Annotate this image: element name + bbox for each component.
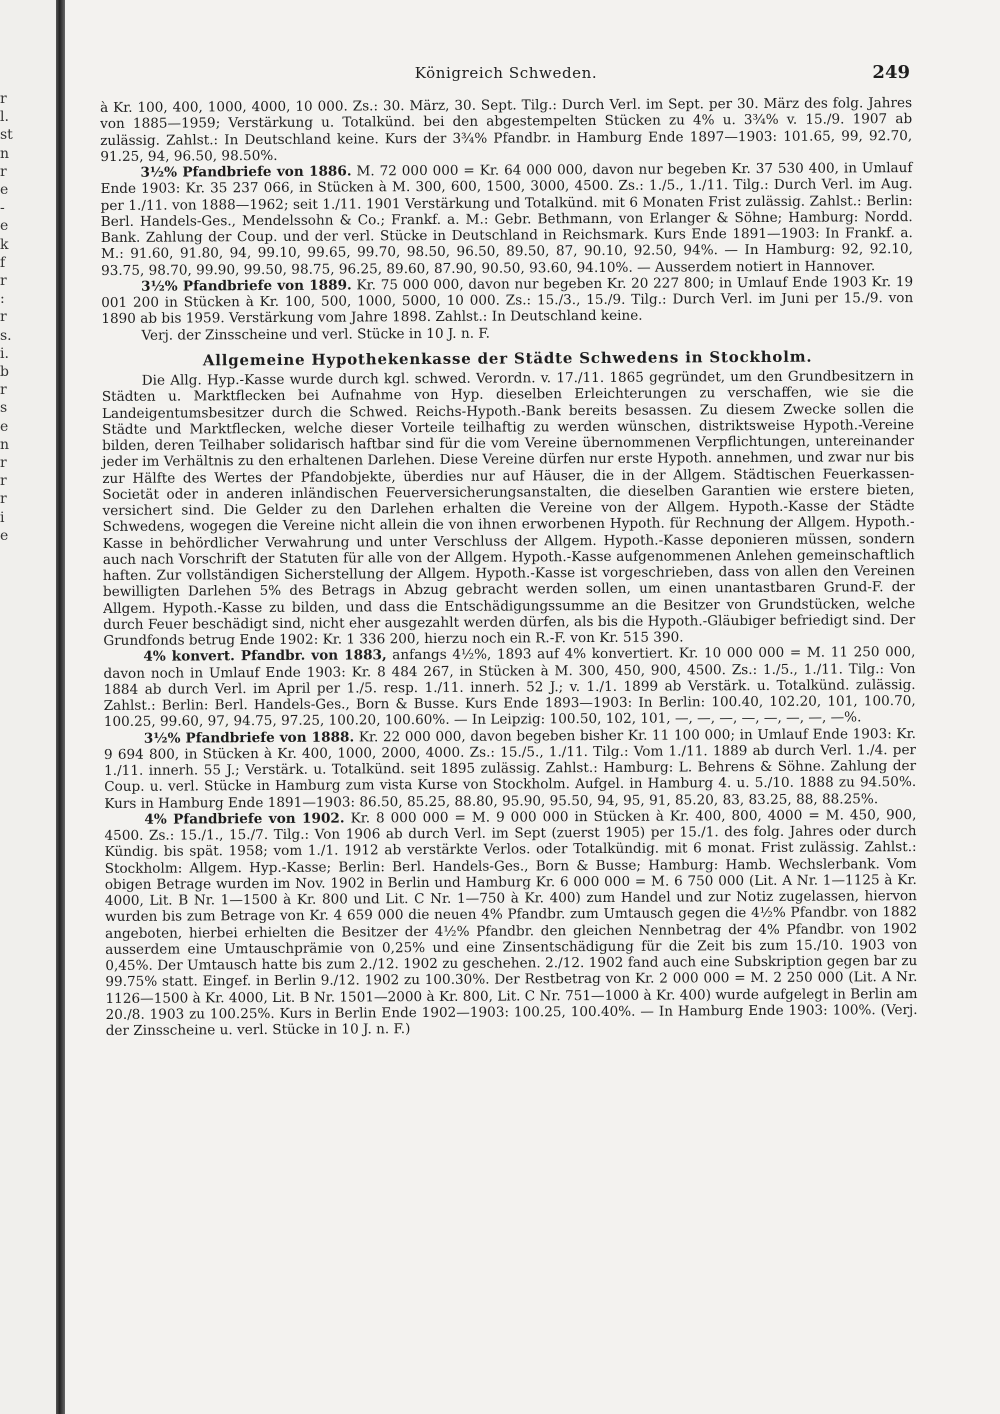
previous-page-fragment: f xyxy=(0,254,6,271)
section-description: Die Allg. Hyp.-Kasse wurde durch kgl. schwed. Verordn. v. 17./11. 1865 gegründet, um den Grundbesitzern in Städten u. Marktflecken bei Aufnahme von Hyp. dieselben Erleichterungen zu verschaffen, wie sie die Landeigentumsbesitzer durch die Schwed. Reichs-Hypoth.-Bank bereits besassen. Zu diesem Zwecke sollen die Städte und Marktflecken, welche dieser Vorteile teilhaftig zu werden wünschen, distriktsweise Hypoth.-Vereine bilden, deren Teilhaber solidarisch haftbar sind für die vom Vereine übernommenen Verpflichtungen, untereinander jeder im Verhältnis zu den erhaltenen Darlehen. Diese Vereine dürfen nur erste Hypoth. annehmen, und zwar nur bis zur Hälfte des Wertes der Pfandobjekte, überdies nur auf Häuser, die in der Allgem. Städtischen Feuerkassen-Societät oder in anderen inländischen Feuerversicherungsanstalten, die dieselben Garantien wie erstere bieten, versichert sind. Die Gelder zu den Darlehen erhalten die Vereine von der Allgem. Hypoth.-Kasse der Städte Schwedens, wogegen die Vereine nicht allein die von ihnen erworbenen Hypoth. für Rechnung der Allgem. Hypoth.-Kasse in behördlicher Verwahrung und unter Verschluss der Allgem. Hypoth.-Kasse deponieren müssen, sondern auch nach Vorschrift der Statuten für alle von der Allgem. Hypoth.-Kasse aufgenommenen Anlehen gemeinschaftlich haften. Zur vollständigen Sicherstellung der Allgem. Hypoth.-Kasse ist vorgeschrieben, dass von allen den Vereinen bewilligten Darlehen 5% des Betrags in Abzug gebracht werden sollen, um einen unantastbaren Grund-F. der Allgem. Hypoth.-Kasse zu bilden, und dass die Entschädigungssumme an die Besitzer von Grundstücken, welche durch Feuer beschädigt sind, nicht eher ausgezahlt werden dürfen, als bis die Hypoth.-Gläubiger befriedigt sind. Der Grundfonds betrug Ende 1902: Kr. 1 336 200, hierzu noch ein R.-F. von Kr. 515 390. xyxy=(101,368,916,649)
bond-entry-1886 xyxy=(100,160,913,279)
previous-page-fragment: r xyxy=(0,273,7,290)
bond-title-1889: 3½% Pfandbriefe von 1889. xyxy=(141,277,352,295)
previous-page-fragment: e xyxy=(0,218,9,235)
bond-text-1889: Kr. 75 000 000, davon nur begeben Kr. 20 227 800; in Umlauf Ende 1903 Kr. 19 001 200 in Stücken à Kr. 100, 500, 1000, 5000, 10 000. Zs.: 15./3., 15./9. Tilg.: Durch Verl. im Juni per 15./9. von 1890 ab bis 1959. Verstärkung vom Jahre 1898. Zahlst.: In Deutschland keine. xyxy=(101,273,914,328)
previous-page-fragment: st xyxy=(0,127,13,144)
intro-paragraph-continued: à Kr. 100, 400, 1000, 4000, 10 000. Zs.: 30. März, 30. Sept. Tilg.: Durch Verl. im Sept. per 30. März des folg. Jahres von 1885—1959; Verstärkung u. Totalkünd. bei den abgestempelten Stücken zu 4% u. 3¾% v. 15./9. 1907 ab zulässig. Zahlst.: In Deutschland keine. Kurs der 3¾% Pfandbr. in Hamburg Ende 1897—1903: 101.65, 99, 92.70, 91.25, 94, 96.50, 98.50%. xyxy=(100,95,913,165)
bond-text-1902: Kr. 8 000 000 = M. 9 000 000 in Stücken à Kr. 400, 800, 4000 = M. 450, 900, 4500. Zs.: 15./1., 15./7. Tilg.: Von 1906 ab durch Verl. im Sept (zuerst 1905) per 15./1. des folg. Jahres oder durch Kündig. bis spät. 1958; vom 1./1. 1912 ab verstärkte Verlos. oder Totalkündig. mit 6 monat. Frist zulässig. Zahlst.: Stockholm: Allgem. Hyp.-Kasse; Berlin: Berl. Handels-Ges., Born & Busse; Hamburg: Hamb. Wechslerbank. Vom obigen Betrage wurden im Nov. 1902 in Berlin und Hamburg Kr. 6 000 000 = M. 6 750 000 (Lit. A Nr. 1—1125 à Kr. 4000, Lit. B Nr. 1—1500 à Kr. 800 und Lit. C Nr. 1—750 à Kr. 400) zum Handel und zur Notiz zugelassen, hiervon wurden bis zum Betrage von Kr. 4 659 000 die neuen 4% Pfandbr. zum Umtausch gegen die 4½% Pfandbr. von 1882 angeboten, hierbei erhielten die Besitzer der 4½% Pfandbr. den gleichen Nennbetrag der 4% Pfandbr. von 1902 ausserdem eine Umtauschprämie von 0,25% und eine Zinsentschädigung für die Zeit bis zum 15./10. 1903 von 0,45%. Der Umtausch hatte bis zum 2./12. 1902 zu geschehen. 2./12. 1902 fand auch eine Subskription gegen bar zu 99.75% statt. Eingef. in Berlin 9./12. 1902 zu 100.30%. Der Restbetrag von Kr. 2 000 000 = M. 2 250 000 (Lit. A Nr. 1126—1500 à Kr. 4000, Lit. B Nr. 1501—2000 à Kr. 800, Lit. C Nr. 751—1000 à Kr. 400) wurde aufgelegt in Berlin am 20./8. 1903 zu 100.25%. Kurs in Berlin Ende 1902—1903: 100.25, 100.40%. — In Hamburg Ende 1903: 100%. (Verj. der Zinsscheine u. verl. Stücke in 10 J. n. F.) xyxy=(104,806,918,1039)
previous-page-fragment: r xyxy=(0,309,7,326)
bond-entry-1902 xyxy=(104,807,917,1039)
previous-page-fragment: e xyxy=(0,182,9,199)
previous-page-fragment: n xyxy=(0,145,10,162)
book-page xyxy=(100,60,918,1039)
previous-page-fragment: r xyxy=(0,163,7,180)
previous-page-fragment: l. xyxy=(0,109,9,126)
previous-page-fragment: - xyxy=(0,200,5,217)
bond-entry-1889 xyxy=(101,274,913,328)
previous-page-fragment: r xyxy=(0,491,7,508)
previous-page-fragment: e xyxy=(0,418,9,435)
previous-page-fragment: r xyxy=(0,382,7,399)
previous-page-fragment: n xyxy=(0,436,10,453)
previous-page-fragment: i xyxy=(0,509,5,526)
previous-page-fragment: b xyxy=(0,364,9,381)
bond-text-1888: Kr. 22 000 000, davon begeben bisher Kr. 11 100 000; in Umlauf Ende 1903: Kr. 9 694 800, in Stücken à Kr. 400, 1000, 2000, 4000. Zs.: 15./5., 1./11. Tilg.: Vom 1./11. 1889 ab durch Verl. 1./4. per 1./11. innerh. 55 J.; Verstärk. u. Totalkünd. seit 1895 zulässig. Zahlst.: Hamburg: L. Behrens & Söhne. Zahlung der Coup. u. verl. Stücke in Hamburg zum vista Kurse von Stockholm. Aufgel. in Hamburg 4. u. 5./10. 1888 zu 94.50%. Kurs in Hamburg Ende 1891—1903: 86.50, 85.25, 88.80, 95.90, 95.50, 94, 95, 91, 85.20, 83, 83.25, 88, 88.25%. xyxy=(103,725,917,812)
previous-page-fragment: r xyxy=(0,455,7,472)
bond-entry-1883 xyxy=(103,644,915,730)
section-heading: Allgemeine Hypothekenkasse der Städte Schwedens in Stockholm. xyxy=(202,347,813,370)
page-body xyxy=(100,95,918,1039)
bond-title-1888: 3½% Pfandbriefe von 1888. xyxy=(143,728,355,747)
bond-title-1886: 3½% Pfandbriefe von 1886. xyxy=(140,163,352,181)
bond-entry-1888 xyxy=(104,726,916,812)
previous-page-fragment: : xyxy=(0,291,5,308)
previous-page-fragment: s xyxy=(0,400,8,417)
running-header xyxy=(100,60,912,88)
running-title: Königreich Schweden. xyxy=(414,64,598,82)
binding-gutter-shadow xyxy=(56,0,65,1414)
bond-title-1902: 4% Pfandbriefe von 1902. xyxy=(144,810,345,828)
previous-page-fragment: k xyxy=(0,236,9,253)
bond-text-1886: M. 72 000 000 = Kr. 64 000 000, davon nur begeben Kr. 37 530 400, in Umlauf Ende 1903: Kr. 35 237 066, in Stücken à M. 300, 600, 1500, 3000, 4500. Zs.: 1./5., 1./11. Tilg.: Durch Verl. im Aug. per 1./11. von 1888—1962; seit 1./11. 1901 Verstärkung und Totalkünd. mit 6 Monaten Frist zulässig. Zahlst.: Berlin: Berl. Handels-Ges., Mendelssohn & Co.; Frankf. a. M.: Gebr. Bethmann, von Erlanger & Söhne; Hamburg: Nordd. Bank. Zahlung der Coup. und der verl. Stücke in Deutschland in Reichsmark. Kurs Ende 1891—1903: In Frankf. a. M.: 91.60, 91.80, 94, 99.10, 99.65, 99.70, 98.50, 96.50, 89.50, 87, 90.10, 92.50, 94%. — In Hamburg: 92, 92.10, 93.75, 98.70, 99.90, 99.50, 98.75, 96.25, 89.60, 87.90, 90.50, 93.60, 94.10%. — Ausserdem notiert in Hannover. xyxy=(100,160,913,279)
page-number: 249 xyxy=(872,62,910,83)
previous-page-fragment: e xyxy=(0,527,9,544)
previous-page-fragment: i. xyxy=(0,345,9,362)
previous-page-fragment: s. xyxy=(0,327,12,344)
bond-text-1883: anfangs 4½%, 1893 auf 4% konvertiert. Kr. 10 000 000 = M. 11 250 000, davon noch in Umlauf Ende 1903: Kr. 8 484 267, in Stücken à M. 300, 450, 900, 4500. Zs.: 1./5., 1./11. Tilg.: Von 1884 ab durch Verl. im April per 1./5. resp. 1./11. innerh. 52 J.; v. 1./1. 1899 ab Verstärk. u. Totalkünd. zulässig. Zahlst.: Berlin: Berl. Handels-Ges., Born & Busse. Kurs Ende 1893—1903: In Berlin: 100.40, 102.20, 101, 100.70, 100.25, 99.60, 97, 94.75, 97.25, 100.20, 100.60%. — In Leipzig: 100.50, 102, 101, —, —, —, —, —, —, —, —%. xyxy=(103,644,916,731)
previous-page-fragment: r xyxy=(0,91,7,107)
prescription-note: Verj. der Zinsscheine und verl. Stücke in 10 J. n. F. xyxy=(141,325,491,344)
bond-title-1883: 4% konvert. Pfandbr. von 1883, xyxy=(143,647,387,665)
previous-page-fragment: r xyxy=(0,473,7,490)
previous-page-column-edge xyxy=(0,90,14,545)
